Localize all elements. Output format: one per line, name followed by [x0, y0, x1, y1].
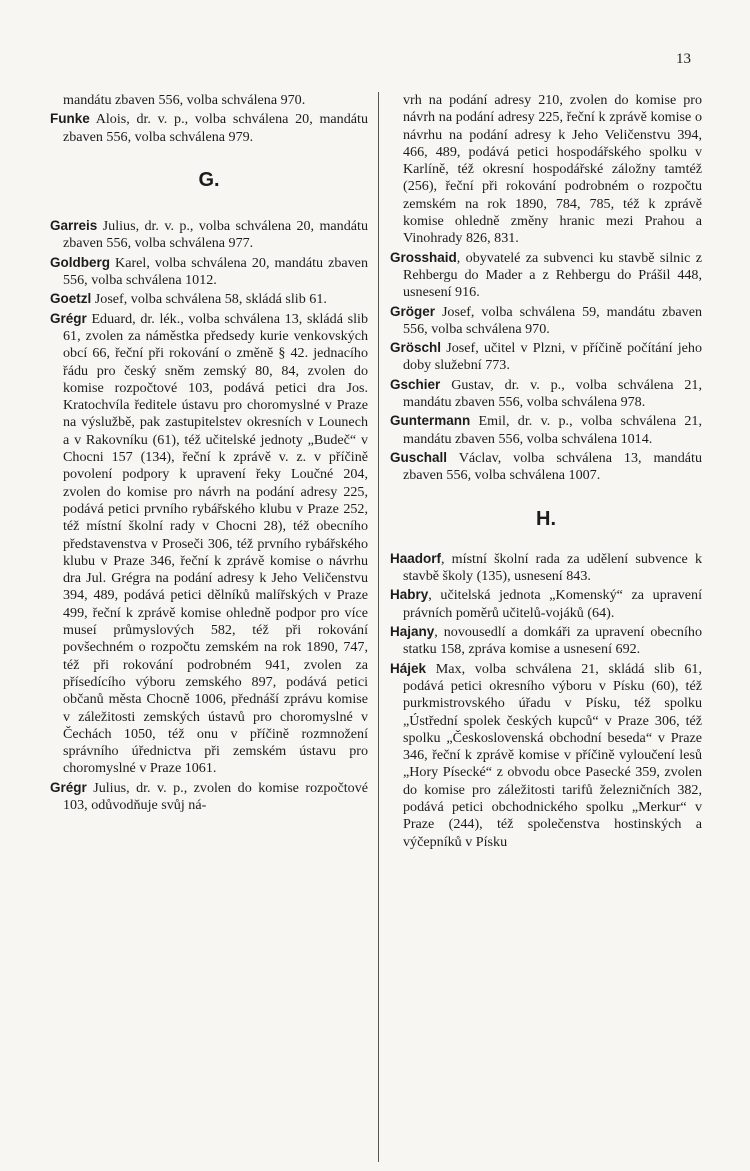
page-number: 13 — [676, 51, 691, 67]
entry-name: Grégr — [50, 310, 87, 326]
entry-text: , místní školní rada za udělení subvence k stavbě školy (135), usnesení 843. — [403, 550, 702, 585]
entry-text: Alois, dr. v. p., volba schválena 20, mandátu zbaven 556, volba schválena 979. — [63, 111, 368, 145]
entry-name: Gröger — [390, 303, 436, 319]
entry-name: Hájek — [390, 660, 427, 676]
entry-name: Gröschl — [390, 340, 442, 356]
entry-text: Gustav, dr. v. p., volba schválena 21, mandátu zbaven 556, volba schválena 978. — [403, 376, 702, 411]
index-entry — [390, 550, 702, 586]
entry-text: , obyvatelé za subvenci ku stavbě silnic z Rehbergu do Mader a z Rehbergu do Prášil 448, usnesení 916. — [403, 249, 702, 301]
entry-name: Hajany — [390, 624, 435, 640]
entry-text: Josef, učitel v Plzni, v příčině počítání jeho doby služební 773. — [403, 340, 702, 374]
entry-text: Julius, dr. v. p., volba schválena 20, mandátu zbaven 556, volba schválena 977. — [63, 218, 368, 252]
right-column — [390, 92, 702, 852]
entry-name: Guntermann — [390, 413, 471, 429]
index-entry — [50, 290, 368, 308]
index-entry — [390, 376, 702, 412]
index-entry — [50, 254, 368, 290]
index-entry — [50, 779, 368, 815]
index-entry — [390, 303, 702, 339]
index-entry — [390, 249, 702, 302]
left-column — [50, 92, 368, 815]
index-entry — [390, 660, 702, 851]
index-entry — [50, 217, 368, 253]
entry-text: Julius, dr. v. p., zvolen do komise rozpočtové 103, odůvodňuje svůj ná- — [63, 779, 368, 813]
continuation-text: mandátu zbaven 556, volba schválena 970. — [63, 92, 306, 108]
entry-name: Goetzl — [50, 291, 92, 307]
entry-text: , učitelská jednota „Komenský“ za upravení právních poměrů učitelů-vojáků (64). — [403, 587, 702, 621]
entry-text: Josef, volba schválena 59, mandátu zbaven 556, volba schválena 970. — [403, 303, 702, 337]
index-entry — [390, 449, 702, 485]
entry-name: Grégr — [50, 779, 87, 795]
entry-text: Karel, volba schválena 20, mandátu zbaven 556, volba schválena 1012. — [63, 254, 368, 289]
entry-name: Garreis — [50, 218, 98, 234]
entry-name: Goldberg — [50, 254, 110, 270]
entry-text: Emil, dr. v. p., volba schválena 21, mandátu zbaven 556, volba schválena 1014. — [403, 413, 702, 447]
section-heading-h: H. — [536, 507, 556, 530]
index-entry — [50, 110, 368, 146]
index-entry — [390, 586, 702, 622]
index-entry — [390, 623, 702, 659]
entry-text: Václav, volba schválena 13, mandátu zbaven 556, volba schválena 1007. — [403, 449, 702, 484]
section-heading-g: G. — [198, 168, 220, 191]
index-entry — [50, 310, 368, 778]
entry-name: Guschall — [390, 449, 448, 465]
entry-text: Josef, volba schválena 58, skládá slib 61. — [91, 291, 327, 308]
entry-name: Grosshaid — [390, 249, 457, 265]
entry-text: , novousedlí a domkáři za upravení obecního statku 158, zpráva komise a usnesení 692. — [403, 624, 702, 658]
column-divider — [378, 92, 379, 1162]
entry-text: Max, volba schválena 21, skládá slib 61, podává petici okresního výboru v Písku (60), též purkmistrovského úřadu v Písku, též spolku „Ústřední spolek českých kupců“ v Praze 306, též spolku „Československá obchodní beseda“ v Praze 346, řeční k zprávě komise v příčině vyloučení lesů „Hory Písecké“ z obvodu obce Pasecké 359, zvolen do komise pro záležitosti tarifů železničních 382, podává petici obchodnického spolku „Merkur“ v Praze (244), též společenstva hostinských a výčepníků v Písku — [403, 660, 702, 850]
entry-name: Haadorf — [390, 550, 442, 566]
index-entry — [390, 339, 702, 375]
continuation-text: vrh na podání adresy 210, zvolen do komise pro návrh na podání adresy 225, řeční k zprávě komise o návrhu na podání adresy k Jeho Veličenstvu 394, 466, 489, podává petici hospodářského spolku v Karlíně, též okresní hospodářské záložny tamtéž (256), řeční při rokování podrobném o rozpočtu zemském na rok 1890, 784, 785, též k zprávě komise ohledně změny hranic mezi Prahou a Vinohrady 826, 831. — [403, 92, 702, 247]
entry-text: Eduard, dr. lék., volba schválena 13, skládá slib 61, zvolen za náměstka předsedy kurie venkovských obcí 66, řeční při rokování o změně § 42. jednacího řádu pro český sněm zemský 80, 84, zvolen do komise rozpočtové 103, podává petici dra Jos. Kratochvíla ředitele ústavu pro choromyslné v Praze na výslužbě, pak zastupitelstev okresních v Lounech a v Rakovníku (61), též učitelské jednoty „Budeč“ v Chocni 157 (134), řeční k zprávě v. z. v příčině povolení podpory k upravení řeky Loučné 204, zvolen do komise pro návrh na podání adresy 225, podává petici prvního rybářského klubu v Praze 252, též místní školní rady v Chocni 28), též obecního představenstva v Proseči 306, též prvního rybářského klubu v Praze 346, řeční k zprávě komise o návrhu dra Jul. Grégra na podání adresy k Jeho Veličenstvu 394, 489, podává petici dělníků malířských v Praze 499, řeční k zprávě komise ohledně podpor pro více museí průmyslových 582, též při rokování povšechném o rozpočtu zemském na rok 1890, 747, též při rokování podrobném 941, zvolen za přísedícího výboru zemského 897, podává petici občanů města Chocně 1006, přednáší zprávu komise v záležitosti zemských ústavů pro choromyslné v Čechách 1050, též onu v příčině rozmnožení správního úřednictva při zemském ústavu pro choromyslné v Praze 1061. — [63, 310, 368, 777]
entry-name: Gschier — [390, 376, 441, 392]
entry-name: Funke — [50, 111, 90, 127]
index-entry — [390, 412, 702, 448]
entry-name: Habry — [390, 587, 429, 603]
